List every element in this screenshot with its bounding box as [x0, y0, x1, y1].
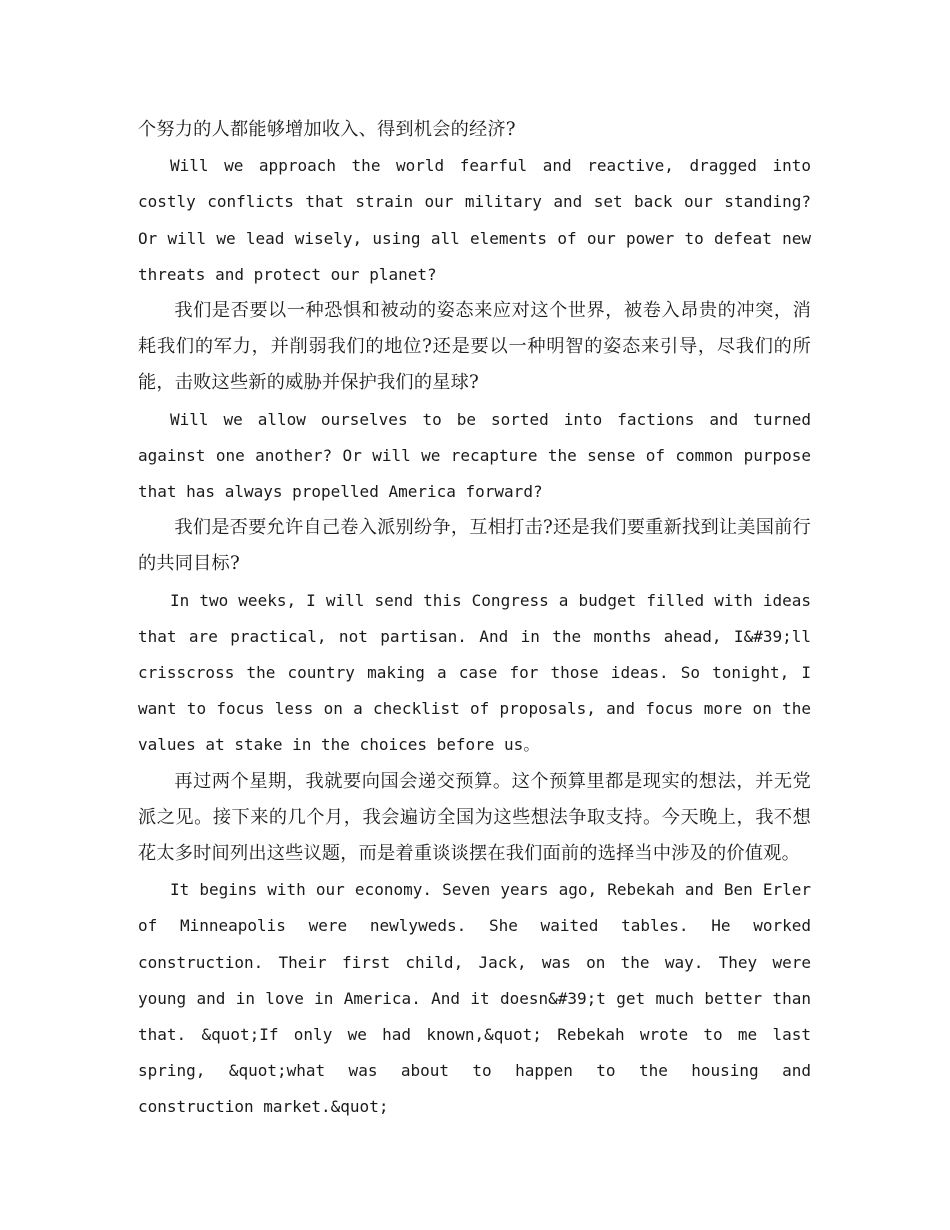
paragraph-en-3: In two weeks, I will send this Congress a budget filled with ideas that are practical, not partisan. And in the months ahead, I&#39;ll crisscross the country making a case for those ideas. So tonight, I want to focus less on a checklist of proposals, and focus more on the values at stake in the choices before us。 — [138, 590, 811, 755]
paragraph-en-4: It begins with our economy. Seven years ago, Rebekah and Ben Erler of Minneapolis were newlyweds. She waited tables. He worked construction. Their first child, Jack, was on the way. They were young and in love in America. And it doesn&#39;t get much better than that. &quot;If only we had known,&quot; Rebekah wrote to me last spring, &quot;what was about to happen to the housing and construction market.&quot; — [138, 880, 811, 1117]
paragraph-cn-2: 我们是否要以一种恐惧和被动的姿态来应对这个世界，被卷入昂贵的冲突，消耗我们的军力，并削弱我们的地位?还是要以一种明智的姿态来引导，尽我们的所能，击败这些新的威胁并保护我们的星球? — [138, 300, 811, 394]
document-page — [138, 112, 811, 1126]
paragraph-cn-1: 个努力的人都能够增加收入、得到机会的经济? — [138, 119, 516, 140]
paragraph-en-2: Will we allow ourselves to be sorted into factions and turned against one another? Or will we recapture the sense of common purpose that has always propelled America forward? — [138, 409, 811, 502]
paragraph-en-1: Will we approach the world fearful and reactive, dragged into costly conflicts that strain our military and set back our standing? Or will we lead wisely, using all elements of our power to defeat new threats and protect our planet? — [138, 156, 811, 284]
paragraph-cn-3: 我们是否要允许自己卷入派别纷争，互相打击?还是我们要重新找到让美国前行的共同目标? — [138, 517, 811, 575]
paragraph-cn-4: 再过两个星期，我就要向国会递交预算。这个预算里都是现实的想法，并无党派之见。接下来的几个月，我会遍访全国为这些想法争取支持。今天晚上，我不想花太多时间列出这些议题，而是着重谈谈摆在我们面前的选择当中涉及的价值观。 — [138, 770, 811, 865]
